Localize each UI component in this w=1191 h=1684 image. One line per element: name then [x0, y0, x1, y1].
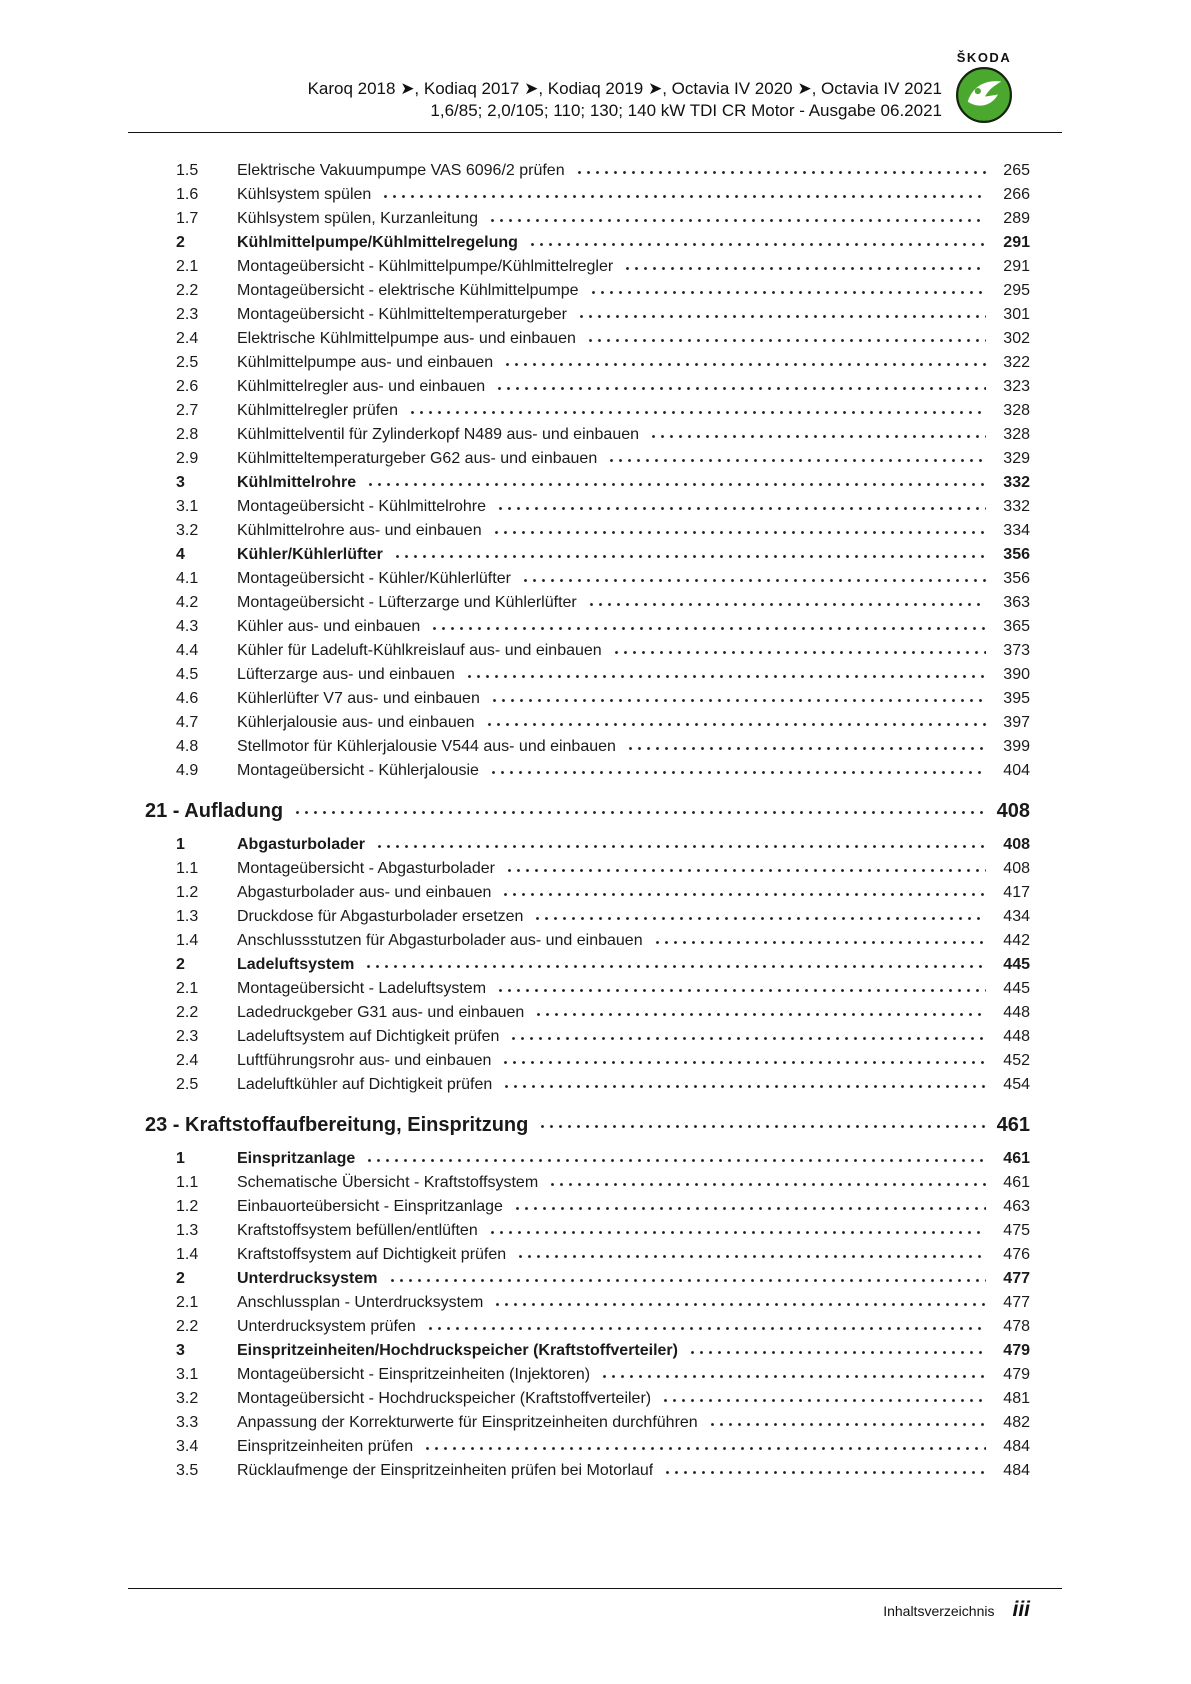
toc-entry-number: 2.3 [176, 1028, 199, 1045]
toc-entry-title: Anschlussplan - Unterdrucksystem [237, 1294, 484, 1311]
dot-leader [496, 977, 986, 1001]
toc-entry-page: 445 [1003, 980, 1030, 997]
dot-leader [426, 1315, 986, 1339]
dot-leader [501, 881, 986, 905]
toc-entry-title: Abgasturbolader aus- und einbauen [237, 884, 492, 901]
toc-entry-title: Kühlmittelrohre [237, 474, 357, 491]
toc-entry-number: 1.1 [176, 860, 199, 877]
toc-entry-page: 265 [1003, 162, 1030, 179]
toc-entry-title: Druckdose für Abgasturbolader ersetzen [237, 908, 524, 925]
toc-entry-page: 417 [1003, 884, 1030, 901]
toc-entry-title: Rücklaufmenge der Einspritzeinheiten prüfen bei Motorlauf [237, 1462, 654, 1479]
toc-row [133, 1073, 1030, 1097]
toc-row [133, 1387, 1030, 1411]
toc-entry-page: 452 [1003, 1052, 1030, 1069]
dot-leader [502, 1073, 986, 1097]
toc-row [133, 929, 1030, 953]
toc-row [133, 1411, 1030, 1435]
toc-entry-number: 1.7 [176, 210, 199, 227]
dot-leader [430, 615, 986, 639]
dot-leader [534, 1001, 986, 1025]
toc-row [133, 1219, 1030, 1243]
toc-entry-page: 445 [1003, 956, 1030, 973]
toc-row [133, 1363, 1030, 1387]
toc-entry-number: 2.5 [176, 1076, 199, 1093]
dot-leader [509, 1025, 986, 1049]
toc-entry-title: Kühler aus- und einbauen [237, 618, 421, 635]
toc-entry-title: Kühlerlüfter V7 aus- und einbauen [237, 690, 480, 707]
toc-entry-number: 1.3 [176, 1222, 199, 1239]
toc-entry-title: Ladeluftkühler auf Dichtigkeit prüfen [237, 1076, 493, 1093]
toc-entry-page: 328 [1003, 402, 1030, 419]
toc-entry-page: 461 [1003, 1174, 1030, 1191]
toc-entry-page: 461 [996, 1114, 1030, 1136]
toc-row [133, 327, 1030, 351]
dot-leader [548, 1171, 986, 1195]
toc-row [133, 1267, 1030, 1291]
toc-row [133, 519, 1030, 543]
toc-entry-number: 2.5 [176, 354, 199, 371]
toc-entry-title: Einspritzeinheiten prüfen [237, 1438, 414, 1455]
toc-entry-page: 334 [1003, 522, 1030, 539]
skoda-logo [956, 50, 1012, 123]
dot-leader [364, 953, 986, 977]
toc-row [133, 735, 1030, 759]
toc-entry-title: Ladeluftsystem [237, 956, 355, 973]
toc-entry-title: Kühlmittelpumpe aus- und einbauen [237, 354, 494, 371]
toc-row [133, 423, 1030, 447]
toc-entry-title: Luftführungsrohr aus- und einbauen [237, 1052, 492, 1069]
toc-entry-number: 2.2 [176, 282, 199, 299]
dot-leader [408, 399, 986, 423]
toc-entry-number: 4.9 [176, 762, 199, 779]
toc-entry-page: 356 [1003, 570, 1030, 587]
toc-entry-title: Kühlsystem spülen [237, 186, 372, 203]
toc-entry-page: 479 [1003, 1342, 1030, 1359]
dot-leader [492, 519, 986, 543]
toc-entry-number: 3.2 [176, 1390, 199, 1407]
toc-entry-title: Kühlmittelregler prüfen [237, 402, 398, 419]
toc-entry-number: 2.1 [176, 1294, 199, 1311]
toc-entry-number: 2 [176, 1270, 185, 1287]
toc-entry-number: 2 [176, 956, 185, 973]
toc-entry-number: 2.8 [176, 426, 199, 443]
page-header [0, 0, 1191, 123]
toc-entry-number: 3.2 [176, 522, 199, 539]
dot-leader [501, 1049, 986, 1073]
dot-leader [612, 639, 986, 663]
toc-entry-number: 4.7 [176, 714, 199, 731]
toc-entry-title: Anschlussstutzen für Abgasturbolader aus- und einbauen [237, 932, 643, 949]
toc-row [133, 303, 1030, 327]
header-text [133, 50, 956, 122]
toc-entry-number: 1 [176, 836, 185, 853]
toc-entry-page: 434 [1003, 908, 1030, 925]
toc-entry-page: 291 [1003, 234, 1030, 251]
toc-row [133, 1435, 1030, 1459]
toc-entry-page: 482 [1003, 1414, 1030, 1431]
toc-entry-number: 3 [176, 474, 185, 491]
toc-entry-number: 1.4 [176, 932, 199, 949]
toc-entry-title: Einspritzanlage [237, 1150, 356, 1167]
header-engine-line: 1,6/85; 2,0/105; 110; 130; 140 kW TDI CR Motor - Ausgabe 06.2021 [430, 101, 942, 120]
toc-row [133, 953, 1030, 977]
toc-entry-number: 1.6 [176, 186, 199, 203]
toc-entry-page: 323 [1003, 378, 1030, 395]
toc-entry-number: 4 [176, 546, 185, 563]
toc-entry-page: 461 [1003, 1150, 1030, 1167]
toc-entry-title: Kraftstoffsystem befüllen/entlüften [237, 1222, 478, 1239]
toc-entry-number: 1.5 [176, 162, 199, 179]
toc-entry-page: 302 [1003, 330, 1030, 347]
toc-entry-number: 2.7 [176, 402, 199, 419]
dot-leader [577, 303, 986, 327]
toc-entry-title: Einspritzeinheiten/Hochdruckspeicher (Kraftstoffverteiler) [237, 1342, 678, 1359]
toc-entry-number: 3.3 [176, 1414, 199, 1431]
toc-entry-page: 390 [1003, 666, 1030, 683]
toc-entry-number: 3.1 [176, 498, 199, 515]
toc-entry-page: 365 [1003, 618, 1030, 635]
toc-entry-number: 1.4 [176, 1246, 199, 1263]
toc-entry-title: Kraftstoffsystem auf Dichtigkeit prüfen [237, 1246, 507, 1263]
footer-rule [128, 1588, 1062, 1589]
toc-row [133, 639, 1030, 663]
toc-entry-number: 1.3 [176, 908, 199, 925]
toc-entry-page: 476 [1003, 1246, 1030, 1263]
toc-row [133, 833, 1030, 857]
toc-row [133, 1339, 1030, 1363]
skoda-wordmark: ŠKODA [956, 50, 1012, 65]
toc-row [133, 711, 1030, 735]
toc-row [133, 687, 1030, 711]
toc-entry-page: 291 [1003, 258, 1030, 275]
toc-row [133, 207, 1030, 231]
toc-entry-page: 477 [1003, 1270, 1030, 1287]
toc-entry-title: Montageübersicht - Lüfterzarge und Kühlerlüfter [237, 594, 577, 611]
toc-entry-number: 2.3 [176, 306, 199, 323]
toc-entry-number: 1 [176, 1150, 185, 1167]
toc-entry-page: 408 [996, 800, 1030, 822]
dot-leader [493, 1291, 986, 1315]
table-of-contents [133, 159, 1030, 1483]
dot-leader [528, 231, 986, 255]
toc-entry-page: 399 [1003, 738, 1030, 755]
toc-entry-page: 363 [1003, 594, 1030, 611]
toc-entry-title: Kühlmittelventil für Zylinderkopf N489 aus- und einbauen [237, 426, 640, 443]
dot-leader [587, 591, 986, 615]
dot-leader [488, 1219, 986, 1243]
toc-row [133, 255, 1030, 279]
toc-entry-title: Montageübersicht - Kühlerjalousie [237, 762, 479, 779]
toc-row [133, 279, 1030, 303]
toc-entry-page: 408 [1003, 836, 1030, 853]
toc-entry-page: 408 [1003, 860, 1030, 877]
dot-leader [381, 183, 986, 207]
dot-leader [423, 1435, 986, 1459]
toc-entry-page: 484 [1003, 1462, 1030, 1479]
toc-row [133, 567, 1030, 591]
toc-entry-title: Montageübersicht - Abgasturbolader [237, 860, 495, 877]
toc-entry-title: Montageübersicht - Hochdruckspeicher (Kraftstoffverteiler) [237, 1390, 652, 1407]
toc-entry-title: Kühlsystem spülen, Kurzanleitung [237, 210, 479, 227]
toc-entry-page: 448 [1003, 1028, 1030, 1045]
toc-entry-number: 4.1 [176, 570, 199, 587]
toc-row [133, 1195, 1030, 1219]
toc-row [133, 759, 1030, 783]
toc-row [133, 905, 1030, 929]
dot-leader [516, 1243, 986, 1267]
toc-entry-number: 1.1 [176, 1174, 199, 1191]
toc-entry-page: 454 [1003, 1076, 1030, 1093]
dot-leader [538, 1112, 986, 1138]
dot-leader [293, 798, 986, 824]
toc-row [133, 977, 1030, 1001]
toc-entry-number: 3.5 [176, 1462, 199, 1479]
dot-leader [513, 1195, 986, 1219]
toc-entry-page: 404 [1003, 762, 1030, 779]
toc-entry-title: Unterdrucksystem [237, 1270, 378, 1287]
toc-row [133, 663, 1030, 687]
toc-entry-page: 295 [1003, 282, 1030, 299]
dot-leader [485, 711, 986, 735]
dot-leader [708, 1411, 986, 1435]
toc-entry-page: 484 [1003, 1438, 1030, 1455]
dot-leader [503, 351, 986, 375]
toc-entry-title: Kühler für Ladeluft-Kühlkreislauf aus- und einbauen [237, 642, 602, 659]
toc-entry-page: 332 [1003, 474, 1030, 491]
toc-entry-title: Montageübersicht - Ladeluftsystem [237, 980, 487, 997]
toc-entry-page: 373 [1003, 642, 1030, 659]
dot-leader [393, 543, 986, 567]
dot-leader [663, 1459, 986, 1483]
toc-entry-number: 4.8 [176, 738, 199, 755]
skoda-winged-arrow-icon [956, 67, 1012, 123]
toc-row [133, 447, 1030, 471]
toc-row [133, 798, 1030, 824]
toc-entry-number: 2.1 [176, 258, 199, 275]
dot-leader [533, 905, 986, 929]
dot-leader [375, 833, 986, 857]
toc-row [133, 1315, 1030, 1339]
toc-row [133, 471, 1030, 495]
dot-leader [365, 1147, 986, 1171]
toc-row [133, 543, 1030, 567]
header-model-line: Karoq 2018 ➤, Kodiaq 2017 ➤, Kodiaq 2019 ➤, Octavia IV 2020 ➤, Octavia IV 2021 [307, 79, 942, 98]
toc-entry-number: 4.3 [176, 618, 199, 635]
dot-leader [586, 327, 986, 351]
dot-leader [488, 207, 986, 231]
toc-entry-number: 2.6 [176, 378, 199, 395]
toc-entry-title: Ladedruckgeber G31 aus- und einbauen [237, 1004, 525, 1021]
toc-entry-title: Kühlmitteltemperaturgeber G62 aus- und einbauen [237, 450, 598, 467]
dot-leader [649, 423, 986, 447]
toc-entry-page: 478 [1003, 1318, 1030, 1335]
dot-leader [575, 159, 986, 183]
toc-entry-page: 481 [1003, 1390, 1030, 1407]
toc-entry-page: 289 [1003, 210, 1030, 227]
toc-row [133, 1171, 1030, 1195]
toc-entry-number: 4.4 [176, 642, 199, 659]
toc-row [133, 881, 1030, 905]
toc-entry-title: Ladeluftsystem auf Dichtigkeit prüfen [237, 1028, 500, 1045]
dot-leader [607, 447, 986, 471]
dot-leader [505, 857, 986, 881]
dot-leader [496, 495, 986, 519]
footer-label: Inhaltsverzeichnis [883, 1603, 995, 1619]
toc-entry-number: 3.4 [176, 1438, 199, 1455]
toc-entry-title: Montageübersicht - Kühlmittelrohre [237, 498, 487, 515]
toc-entry-page: 442 [1003, 932, 1030, 949]
toc-row [133, 231, 1030, 255]
dot-leader [465, 663, 986, 687]
toc-entry-title: Montageübersicht - elektrische Kühlmittelpumpe [237, 282, 579, 299]
toc-entry-page: 322 [1003, 354, 1030, 371]
toc-entry-title: Kühlmittelpumpe/Kühlmittelregelung [237, 234, 518, 251]
toc-row [133, 159, 1030, 183]
toc-entry-number: 1.2 [176, 1198, 199, 1215]
toc-entry-number: 4.5 [176, 666, 199, 683]
toc-row [133, 1112, 1030, 1138]
toc-entry-title: Montageübersicht - Kühlmittelpumpe/Kühlmittelregler [237, 258, 614, 275]
toc-row [133, 1243, 1030, 1267]
toc-entry-page: 356 [1003, 546, 1030, 563]
toc-entry-title: Elektrische Vakuumpumpe VAS 6096/2 prüfen [237, 162, 565, 179]
toc-entry-page: 301 [1003, 306, 1030, 323]
toc-entry-page: 479 [1003, 1366, 1030, 1383]
toc-row [133, 615, 1030, 639]
toc-entry-title: Einbauorteübersicht - Einspritzanlage [237, 1198, 503, 1215]
toc-entry-number: 2.4 [176, 330, 199, 347]
toc-entry-page: 448 [1003, 1004, 1030, 1021]
dot-leader [623, 255, 986, 279]
toc-row [133, 495, 1030, 519]
toc-entry-title: Abgasturbolader [237, 836, 366, 853]
toc-entry-title: Elektrische Kühlmittelpumpe aus- und einbauen [237, 330, 576, 347]
toc-entry-number: 1.2 [176, 884, 199, 901]
toc-entry-number: 2.2 [176, 1004, 199, 1021]
dot-leader [626, 735, 986, 759]
toc-entry-title: Kühler/Kühlerlüfter [237, 546, 383, 563]
toc-row [133, 399, 1030, 423]
toc-entry-number: 2.1 [176, 980, 199, 997]
toc-entry-page: 328 [1003, 426, 1030, 443]
toc-entry-title: Unterdrucksystem prüfen [237, 1318, 416, 1335]
toc-entry-title: Kühlerjalousie aus- und einbauen [237, 714, 475, 731]
toc-row [133, 857, 1030, 881]
toc-entry-number: 2.2 [176, 1318, 199, 1335]
toc-row [133, 1291, 1030, 1315]
toc-entry-title: Montageübersicht - Kühler/Kühlerlüfter [237, 570, 511, 587]
dot-leader [366, 471, 986, 495]
toc-entry-title: Stellmotor für Kühlerjalousie V544 aus- und einbauen [237, 738, 616, 755]
toc-entry-page: 463 [1003, 1198, 1030, 1215]
footer-page-number: iii [1012, 1598, 1030, 1621]
toc-entry-page: 475 [1003, 1222, 1030, 1239]
dot-leader [489, 759, 986, 783]
dot-leader [495, 375, 986, 399]
toc-row [133, 1049, 1030, 1073]
toc-entry-title: Anpassung der Korrekturwerte für Einspritzeinheiten durchführen [237, 1414, 698, 1431]
page-footer [0, 1579, 1191, 1684]
toc-entry-number: 2 [176, 234, 185, 251]
toc-entry-number: 3.1 [176, 1366, 199, 1383]
toc-entry-title: Kühlmittelrohre aus- und einbauen [237, 522, 482, 539]
toc-entry-page: 395 [1003, 690, 1030, 707]
toc-entry-page: 477 [1003, 1294, 1030, 1311]
dot-leader [653, 929, 986, 953]
header-rule [128, 132, 1062, 133]
toc-row [133, 591, 1030, 615]
toc-row [133, 375, 1030, 399]
toc-entry-page: 329 [1003, 450, 1030, 467]
toc-entry-title: 23 - Kraftstoffaufbereitung, Einspritzung [145, 1114, 529, 1136]
dot-leader [490, 687, 986, 711]
toc-entry-title: Schematische Übersicht - Kraftstoffsystem [237, 1174, 539, 1191]
toc-entry-title: Montageübersicht - Einspritzeinheiten (Injektoren) [237, 1366, 591, 1383]
toc-entry-page: 266 [1003, 186, 1030, 203]
toc-row [133, 183, 1030, 207]
toc-row [133, 1025, 1030, 1049]
toc-row [133, 351, 1030, 375]
dot-leader [600, 1363, 986, 1387]
toc-row [133, 1459, 1030, 1483]
toc-entry-page: 332 [1003, 498, 1030, 515]
toc-row [133, 1001, 1030, 1025]
toc-entry-title: 21 - Aufladung [145, 800, 284, 822]
toc-entry-number: 4.6 [176, 690, 199, 707]
toc-row [133, 1147, 1030, 1171]
toc-entry-number: 3 [176, 1342, 185, 1359]
toc-entry-title: Montageübersicht - Kühlmitteltemperaturgeber [237, 306, 567, 323]
toc-entry-title: Kühlmittelregler aus- und einbauen [237, 378, 486, 395]
toc-entry-number: 2.9 [176, 450, 199, 467]
toc-entry-page: 397 [1003, 714, 1030, 731]
dot-leader [589, 279, 987, 303]
dot-leader [688, 1339, 986, 1363]
toc-entry-number: 2.4 [176, 1052, 199, 1069]
dot-leader [661, 1387, 986, 1411]
dot-leader [388, 1267, 987, 1291]
dot-leader [521, 567, 986, 591]
toc-entry-number: 4.2 [176, 594, 199, 611]
toc-entry-title: Lüfterzarge aus- und einbauen [237, 666, 455, 683]
